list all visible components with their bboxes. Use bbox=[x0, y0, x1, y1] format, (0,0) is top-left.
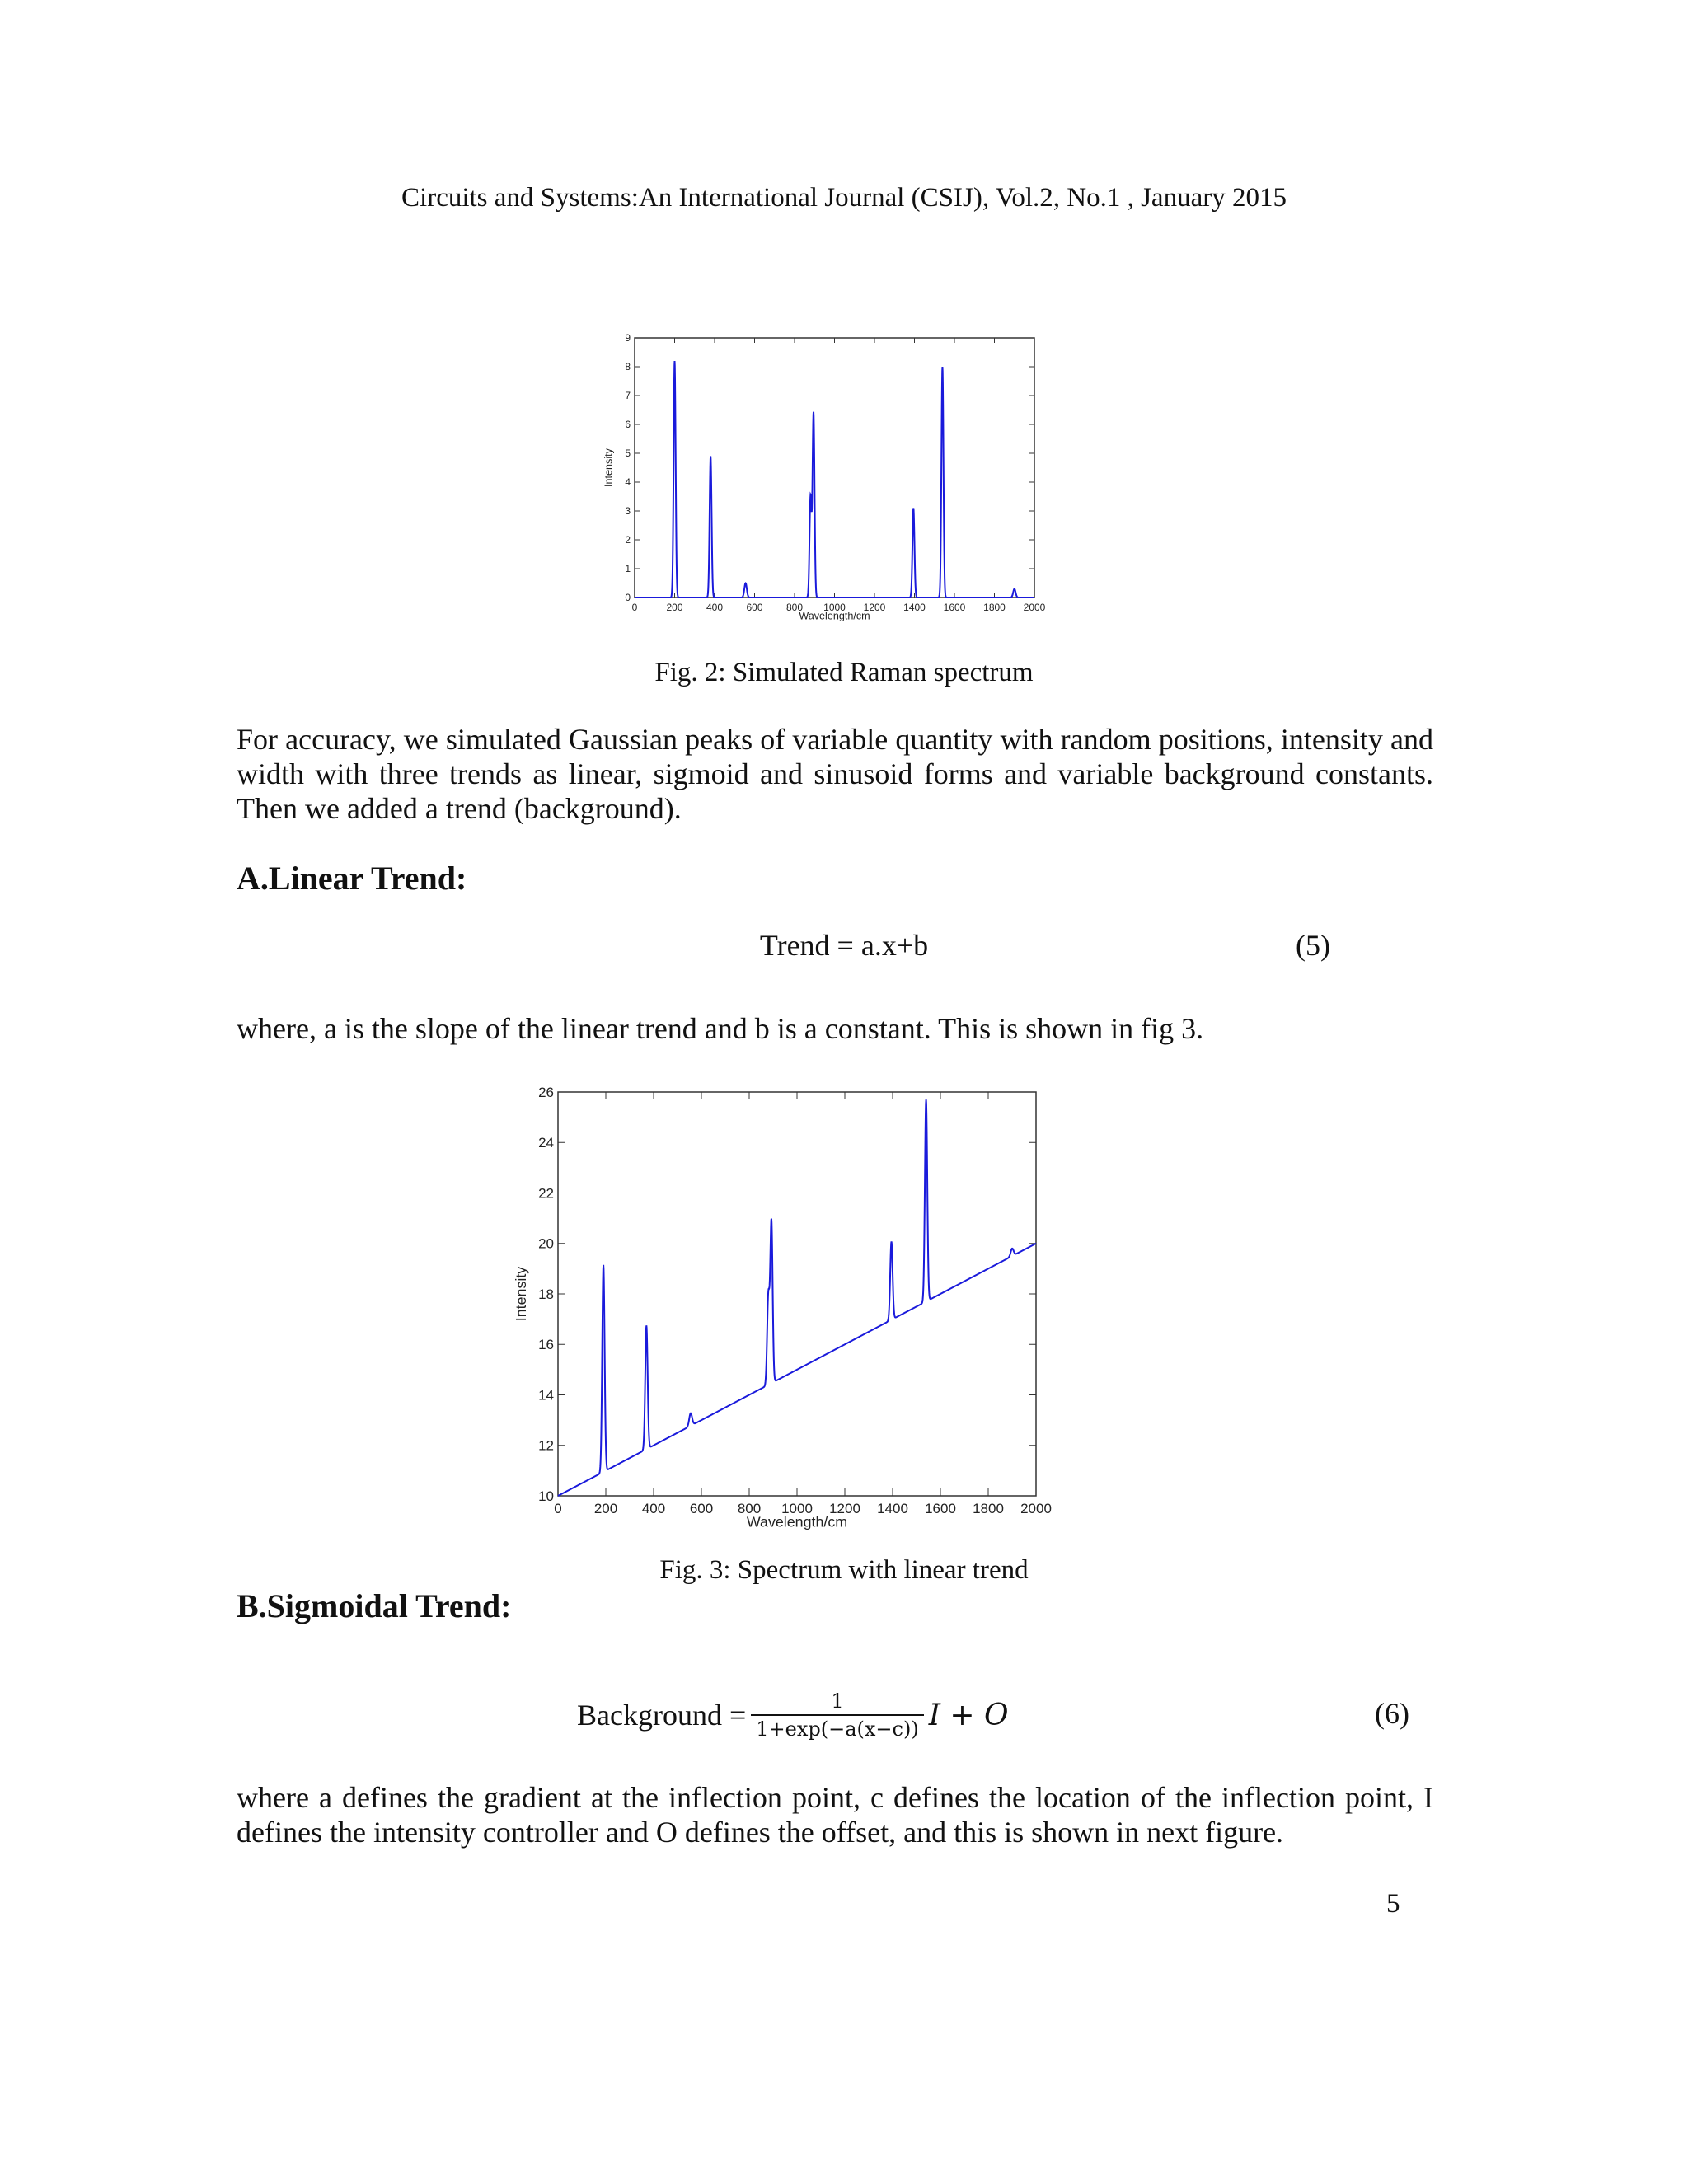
equation-6 bbox=[577, 1690, 1009, 1741]
y-tick-label: 14 bbox=[538, 1387, 554, 1404]
equation-6-number: (6) bbox=[1375, 1697, 1409, 1730]
x-tick-label: 400 bbox=[641, 1501, 666, 1516]
figure-3-caption: Fig. 3: Spectrum with linear trend bbox=[659, 1555, 1029, 1585]
section-a-text: where, a is the slope of the linear trend and b is a constant. This is shown in fig 3. bbox=[237, 1012, 1204, 1045]
y-tick-label: 1 bbox=[625, 563, 631, 575]
plot-frame bbox=[558, 1092, 1036, 1496]
plot-frame bbox=[635, 338, 1034, 598]
x-tick-label: 800 bbox=[737, 1501, 762, 1516]
equation-6-rhs: I + O bbox=[928, 1698, 1009, 1732]
section-b-heading: B.Sigmoidal Trend: bbox=[237, 1587, 512, 1624]
x-tick-label: 0 bbox=[631, 602, 638, 613]
figure-2-chart bbox=[593, 330, 1063, 635]
fraction-denominator: 1+exp(−a(x−c)) bbox=[751, 1714, 923, 1741]
x-tick-label: 1600 bbox=[925, 1501, 956, 1516]
y-axis-label: Intensity bbox=[512, 1266, 529, 1322]
y-tick-label: 4 bbox=[625, 476, 631, 489]
x-axis-label: Wavelength/cm bbox=[799, 610, 870, 622]
x-tick-label: 1200 bbox=[863, 602, 886, 613]
y-tick-label: 5 bbox=[625, 448, 631, 460]
x-tick-label: 1200 bbox=[829, 1501, 860, 1516]
x-tick-label: 2000 bbox=[1020, 1501, 1052, 1516]
x-tick-label: 2000 bbox=[1023, 602, 1046, 613]
y-tick-label: 26 bbox=[538, 1084, 554, 1100]
x-tick-label: 1400 bbox=[877, 1501, 908, 1516]
y-tick-label: 10 bbox=[538, 1488, 554, 1504]
y-tick-label: 3 bbox=[625, 505, 631, 518]
x-tick-label: 200 bbox=[593, 1501, 618, 1516]
y-tick-label: 12 bbox=[538, 1437, 554, 1454]
y-axis-label: Intensity bbox=[603, 448, 615, 487]
x-tick-label: 200 bbox=[666, 602, 683, 613]
x-tick-label: 1000 bbox=[781, 1501, 813, 1516]
x-tick-label: 1400 bbox=[903, 602, 926, 613]
x-tick-label: 600 bbox=[746, 602, 763, 613]
equation-5: Trend = a.x+b bbox=[759, 929, 929, 962]
y-tick-label: 16 bbox=[538, 1337, 554, 1353]
page-number: 5 bbox=[1386, 1889, 1400, 1919]
paragraph-intro: For accuracy, we simulated Gaussian peaks of variable quantity with random positions, intensity and width with three trends as linear, sigmoid and sinusoid forms and variable background constants. Then we added a trend (background). bbox=[237, 723, 1433, 825]
equation-6-lhs: Background = bbox=[577, 1699, 747, 1732]
journal-header: Circuits and Systems:An International Journal (CSIJ), Vol.2, No.1 , January 2015 bbox=[401, 183, 1287, 213]
y-tick-label: 2 bbox=[625, 534, 631, 546]
y-tick-label: 22 bbox=[538, 1185, 554, 1202]
x-tick-label: 600 bbox=[689, 1501, 714, 1516]
x-tick-label: 0 bbox=[554, 1501, 562, 1516]
x-tick-label: 1800 bbox=[973, 1501, 1004, 1516]
equation-6-fraction bbox=[751, 1690, 923, 1741]
y-tick-label: 9 bbox=[625, 332, 631, 344]
y-tick-label: 18 bbox=[538, 1286, 554, 1302]
y-tick-label: 6 bbox=[625, 419, 631, 431]
equation-5-number: (5) bbox=[1296, 929, 1330, 962]
y-tick-label: 8 bbox=[625, 361, 631, 373]
x-tick-label: 1800 bbox=[983, 602, 1006, 613]
x-tick-label: 1000 bbox=[823, 602, 846, 613]
y-tick-label: 0 bbox=[625, 592, 631, 604]
figure-3-chart bbox=[507, 1080, 1084, 1549]
y-tick-label: 24 bbox=[538, 1135, 554, 1151]
section-a-heading: A.Linear Trend: bbox=[237, 860, 467, 897]
x-tick-label: 800 bbox=[785, 602, 804, 613]
figure-2-caption: Fig. 2: Simulated Raman spectrum bbox=[654, 658, 1034, 687]
x-tick-label: 1600 bbox=[943, 602, 966, 613]
section-b-text: where a defines the gradient at the inflection point, c defines the location of the inflection point, I defines the intensity controller and O defines the offset, and this is shown in next figure. bbox=[237, 1781, 1433, 1849]
fraction-numerator: 1 bbox=[831, 1690, 844, 1713]
y-tick-label: 7 bbox=[625, 390, 631, 402]
x-axis-label: Wavelength/cm bbox=[746, 1513, 848, 1530]
y-tick-label: 20 bbox=[538, 1235, 554, 1252]
x-tick-label: 400 bbox=[706, 602, 724, 613]
